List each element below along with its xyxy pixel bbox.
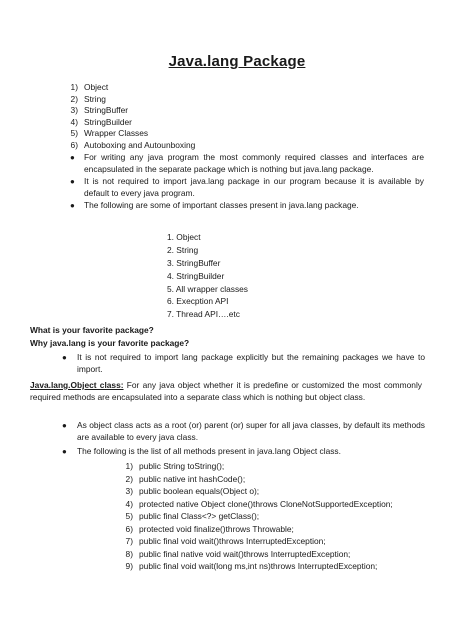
list-item: 4. StringBuilder (167, 270, 225, 281)
bullet-icon: ● (62, 421, 67, 430)
bullet-icon: ● (70, 153, 75, 162)
methods-list (0, 461, 474, 574)
page-title: Java.lang Package (168, 53, 306, 70)
list-item: 2) public native int hashCode(); (125, 473, 246, 484)
question-heading: What is your favorite package? (30, 325, 154, 335)
important-classes-list (0, 232, 474, 322)
bullet-text: The following are some of important classes present in java.lang package. (84, 200, 359, 210)
list-item: 6) protected void finalize()throws Throwable; (125, 523, 294, 534)
section-label: Java.lang.Object class: (30, 380, 124, 390)
questions (0, 325, 474, 350)
list-item: 1) public String toString(); (125, 461, 225, 471)
bullet-icon: ● (70, 201, 75, 210)
list-item: 1) Object (70, 82, 109, 92)
bullet-text: As object class acts as a root (or) parent (or) super for all java classes, by default its methods are available to every java class. (77, 420, 425, 442)
list-item: 3. StringBuffer (167, 257, 221, 268)
topics-list (0, 82, 474, 152)
list-item: 2) String (70, 93, 106, 104)
question-heading: Why java.lang is your favorite package? (30, 337, 190, 348)
list-item: 3) StringBuffer (70, 105, 129, 116)
list-item: 6) Autoboxing and Autounboxing (70, 139, 196, 150)
bullet-icon: ● (62, 353, 67, 362)
list-item: 1. Object (167, 232, 201, 242)
list-item: 5. All wrapper classes (167, 283, 248, 294)
bullet-text: For writing any java program the most commonly required classes and interfaces are encapsulated in the separate package which is nothing but java.lang package. (84, 152, 424, 174)
list-item: 2. String (167, 244, 199, 255)
bullet-icon: ● (62, 447, 67, 456)
list-item: 8) public final native void wait()throws InterruptedException; (125, 548, 351, 559)
bullet-text: It is not required to import lang package explicitly but the remaining packages we have to import. (77, 352, 425, 374)
list-item: 9) public final void wait(long ms,int ns)throws InterruptedException; (125, 561, 378, 571)
list-item: 6. Execption API (167, 296, 229, 307)
list-item: 4) StringBuilder (70, 116, 132, 127)
bullet-text: The following is the list of all methods present in java.lang Object class. (77, 446, 341, 456)
paragraph-text: For any java object whether it is predefine or customized the most commonly required methods are encapsulated into a separate class which is nothing but object class. (30, 380, 422, 402)
bullet-text: It is not required to import java.lang package in our program because it is available by default to every java program. (84, 176, 424, 198)
list-item: 3) public boolean equals(Object o); (125, 486, 260, 496)
list-item: 7. Thread API….etc (167, 309, 240, 320)
bullet-icon: ● (70, 177, 75, 186)
list-item: 5) public final Class<?> getClass(); (125, 511, 260, 521)
list-item: 7) public final void wait()throws InterruptedException; (125, 536, 326, 546)
list-item: 4) protected native Object clone()throws CloneNotSupportedException; (125, 498, 393, 509)
list-item: 5) Wrapper Classes (70, 128, 149, 139)
